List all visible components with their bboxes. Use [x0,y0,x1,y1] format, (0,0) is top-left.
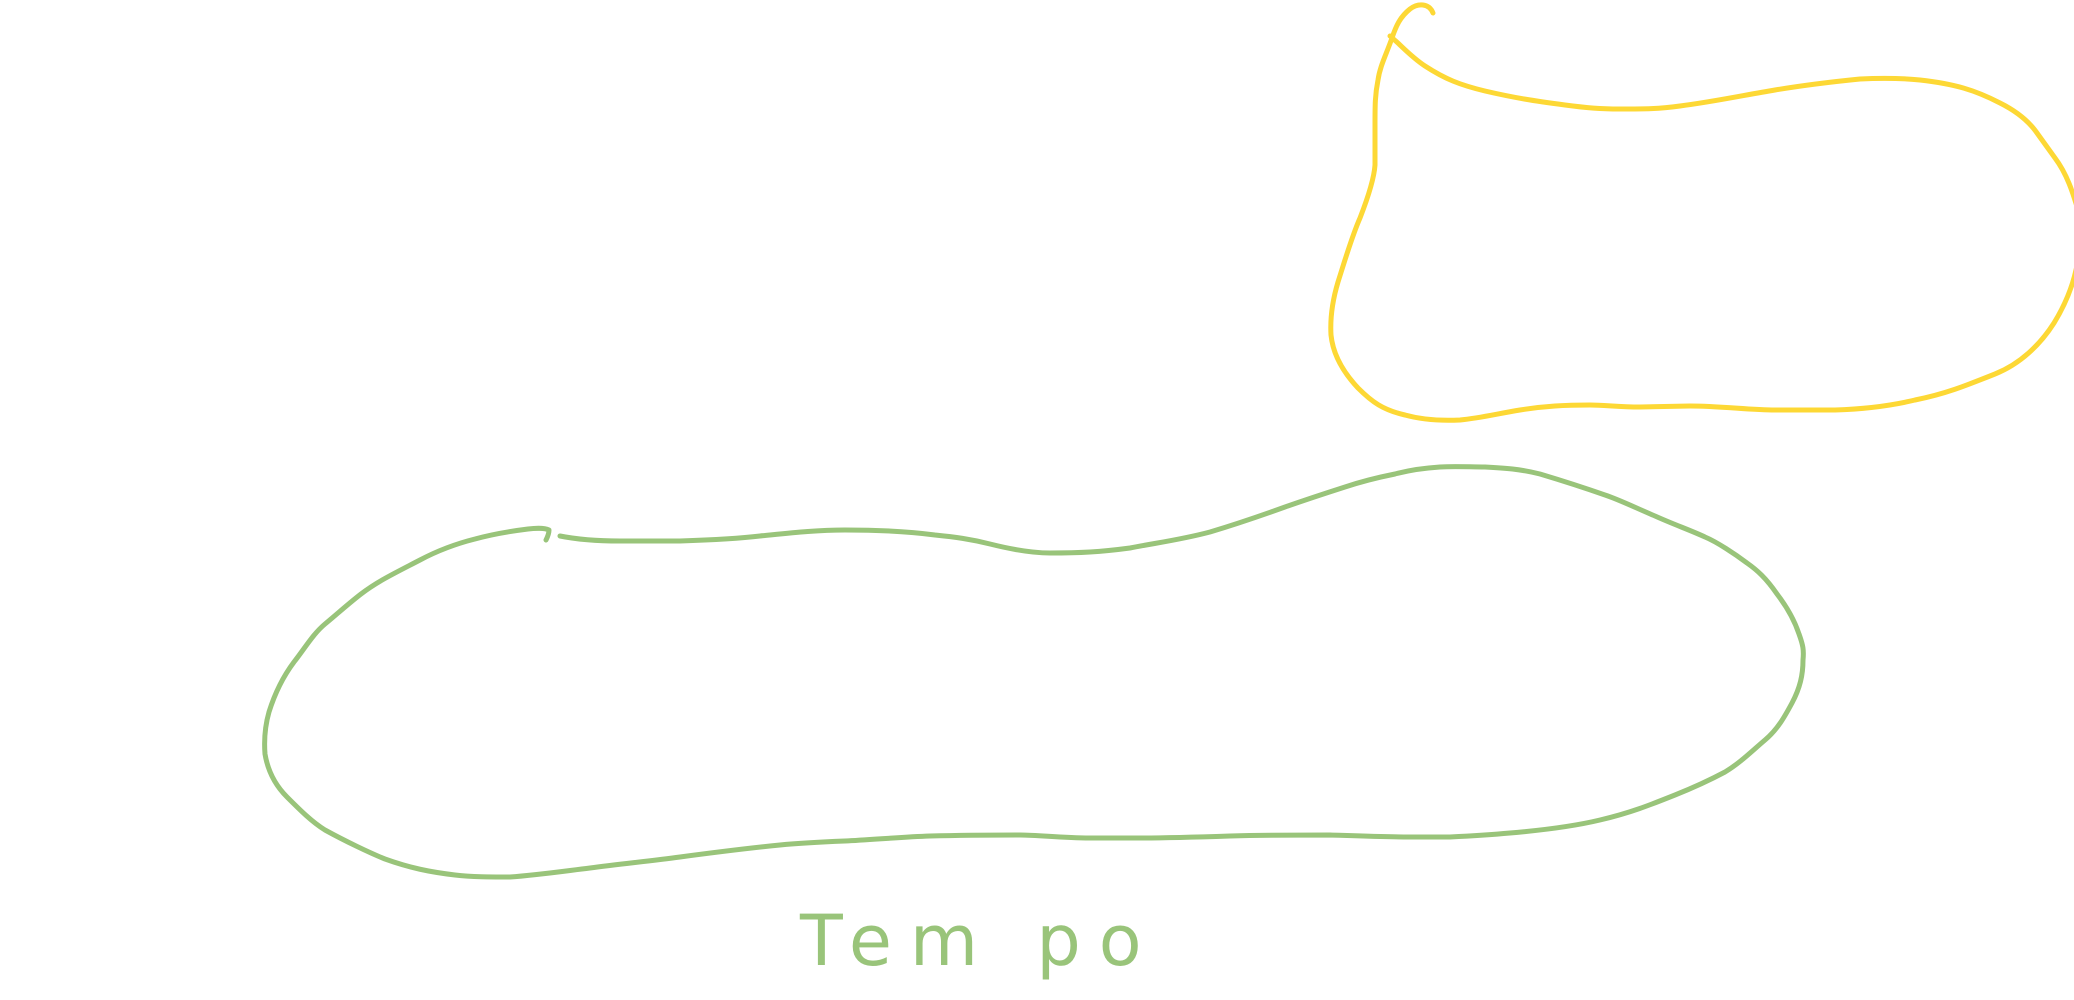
yellow-closed-loop [1331,5,2074,420]
green-closed-loop [265,467,1804,877]
diagram-label: Tem po [800,900,1160,982]
